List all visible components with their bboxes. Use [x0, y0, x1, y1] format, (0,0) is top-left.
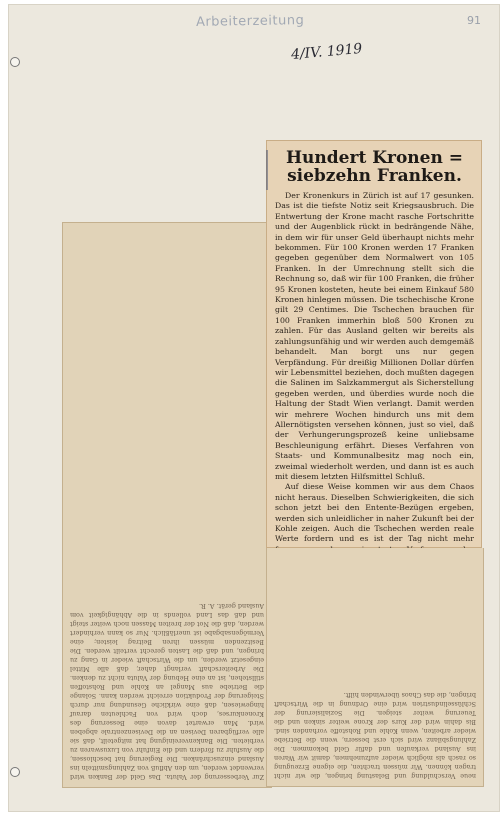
- article-headline: Hundert Kronen = siebzehn Franken.: [286, 148, 463, 186]
- newspaper-stamp: Arbeiterzeitung: [195, 13, 305, 30]
- page-number: 91: [467, 14, 481, 27]
- reversed-clipping-lower: [266, 548, 484, 787]
- punch-hole-bottom: [10, 767, 20, 777]
- reversed-clipping-left-text: Zur Verbesserung der Valuta. Das Geld der Banken wird verwendet werden, um den Abfluß von Zahlungsmitteln ins Ausland einzuschränken. Die Regierung hat beschlossen, die Ausfuhr zu fördern und die Einfuhr von Luxuswaren zu verbieten. Die Bankenvereinigung hat mitgeteilt, daß sie alle verfügbaren Devisen an die Devisenzentrale abgeben wird. Man erwartet davon eine Besserung des Kronenkurses, doch wird von Fachleuten darauf hingewiesen, daß eine wirkliche Gesundung nur durch Steigerung der Produktion erreicht werden kann. Solange die Betriebe aus Mangel an Kohle und Rohstoffen stillstehen, ist an eine Hebung der Valuta nicht zu denken. Die Arbeiterschaft verlangt daher, daß alle Mittel eingesetzt werden, um die Wirtschaft wieder in Gang zu bringen, und daß die Lasten gerecht verteilt werden. Die Besitzenden müssen ihren Beitrag leisten; eine Vermögensabgabe ist unerläßlich. Nur so kann verhindert werden, daß die Not der breiten Massen noch weiter steigt und daß das Land vollends in die Abhängigkeit vom Ausland gerät. A. R.: [70, 602, 264, 781]
- punch-hole-top: [10, 57, 20, 67]
- pencil-margin-mark: [266, 150, 268, 190]
- handwritten-date: 4/IV. 1919: [290, 40, 363, 64]
- article-paragraph: Der Kronenkurs in Zürich ist auf 17 gesunken. Das ist die tiefste Notiz seit Kriegsausbruch. Die Entwertung der Krone macht rasche Fortschritte und der Augenblick rückt in bedrängende Nähe, in dem wir für unser Geld überhaupt nichts mehr bekommen. Für 100 Kronen werden 17 Franken gegeben gegenüber dem Normalwert von 105 Franken. In der Umrechnung stellt sich die Rechnung so, daß wir für 100 Franken, die früher 95 Kronen kosteten, heute bei einem Einkauf 580 Kronen hinlegen müssen. Die tschechische Krone gilt 29 Centimes. Die Tschechen brauchen für 100 Franken immerhin bloß 500 Kronen zu zahlen. Für das Ausland gelten wir bereits als zahlungsunfähig und wir werden auch demgemäß behandelt. Man borgt uns nur gegen Verpfändung. Für dreißig Millionen Dollar dürfen wir Lebensmittel beziehen, doch mußten dagegen die Salinen im Salzkammergut als Sicherstellung gegeben werden, und überdies wurde noch die Haltung der Stadt Wien verlangt. Damit werden wir mehrere Wochen hindurch uns mit dem Allernötigsten versehen können, just so viel, daß der Verhungerungsprozeß keine unliebsame Beschleunigung erfährt. Dieses Verfahren von Staats- und Kommunalbesitz mag noch ein, zweimal wiederholt werden, und dann ist es auch mit diesem letzten Hilfsmittel Schluß.: [275, 191, 474, 481]
- reversed-clipping-left: [62, 222, 272, 788]
- article-paragraph: Auf diese Weise kommen wir aus dem Chaos nicht heraus. Dieselben Schwierigkeiten, die sich schon jetzt bei den Entente-Bezügen ergeben, werden sich unleidlicher in naher Zukunft bei der Kohle zeigen. Auch die Tschechen werden reale Werte fordern und es ist der Tag nicht mehr: [275, 482, 474, 544]
- reversed-clipping-lower-text: neue Verschuldung und Belastung bringen, die wir nicht tragen können. Wir müssen trachten, die eigene Erzeugung so rasch als möglich wieder aufzunehmen, damit wir Waren ins Ausland verkaufen und dafür Geld bekommen. Die Zahlungsbilanz wird sich erst bessern, wenn die Betriebe wieder arbeiten, wenn Kohle und Rohstoffe vorhanden sind. Bis dahin wird der Kurs der Krone weiter sinken und die Teuerung weiter steigen. Die Sozialisierung der Schlüsselindustrien wird eine Ordnung in die Wirtschaft bringen, die das Chaos überwinden hilft.: [274, 691, 476, 780]
- article-clipping: [266, 140, 482, 548]
